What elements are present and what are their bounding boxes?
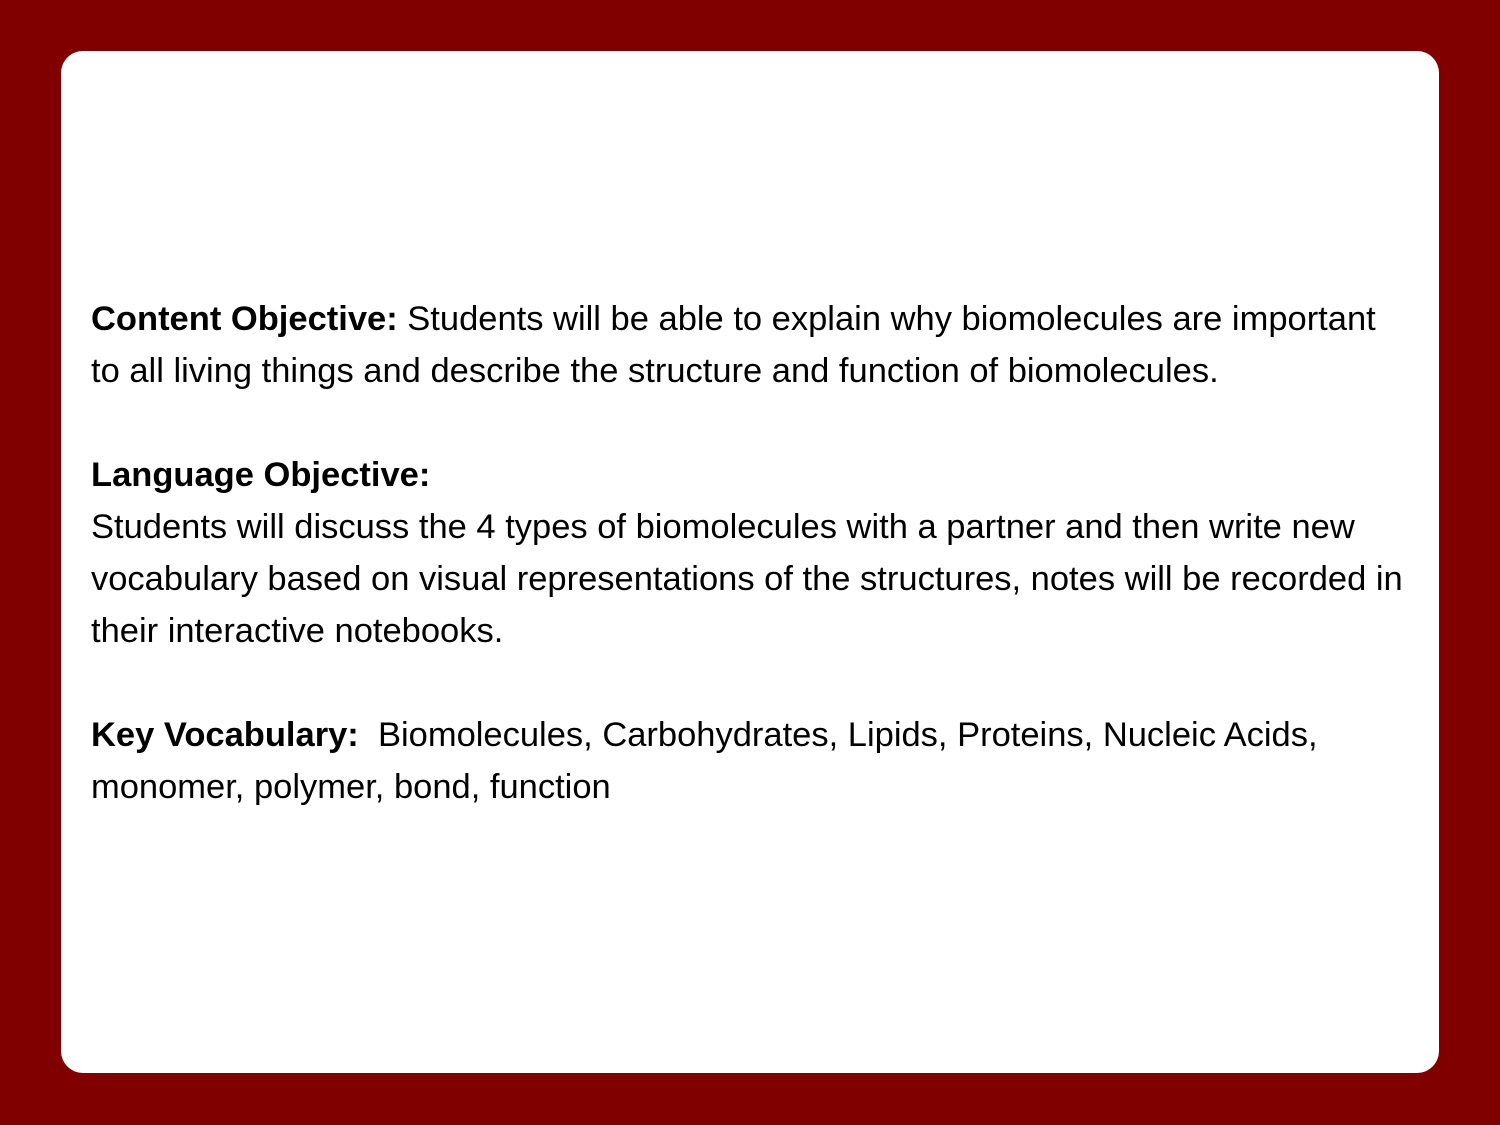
key-vocabulary xyxy=(91,709,1411,813)
slide-card xyxy=(61,51,1439,1073)
language-objective-text: Students will discuss the 4 types of biomolecules with a partner and then write new vocabulary based on visual representations of the structures, notes will be recorded in their interactive notebooks. xyxy=(91,508,1403,650)
language-objective xyxy=(91,449,1411,657)
content-objective xyxy=(91,293,1411,397)
key-vocabulary-text: Biomolecules, Carbohydrates, Lipids, Proteins, Nucleic Acids, monomer, polymer, bond, function xyxy=(91,716,1328,806)
content-objective-label: Content Objective: xyxy=(91,300,398,338)
key-vocabulary-label: Key Vocabulary: xyxy=(91,716,359,754)
language-objective-label: Language Objective: xyxy=(91,456,431,494)
content-objective-text: Students will be able to explain why biomolecules are important to all living things and describe the structure and function of biomolecules. xyxy=(91,300,1386,390)
objectives-text-block xyxy=(91,293,1411,813)
